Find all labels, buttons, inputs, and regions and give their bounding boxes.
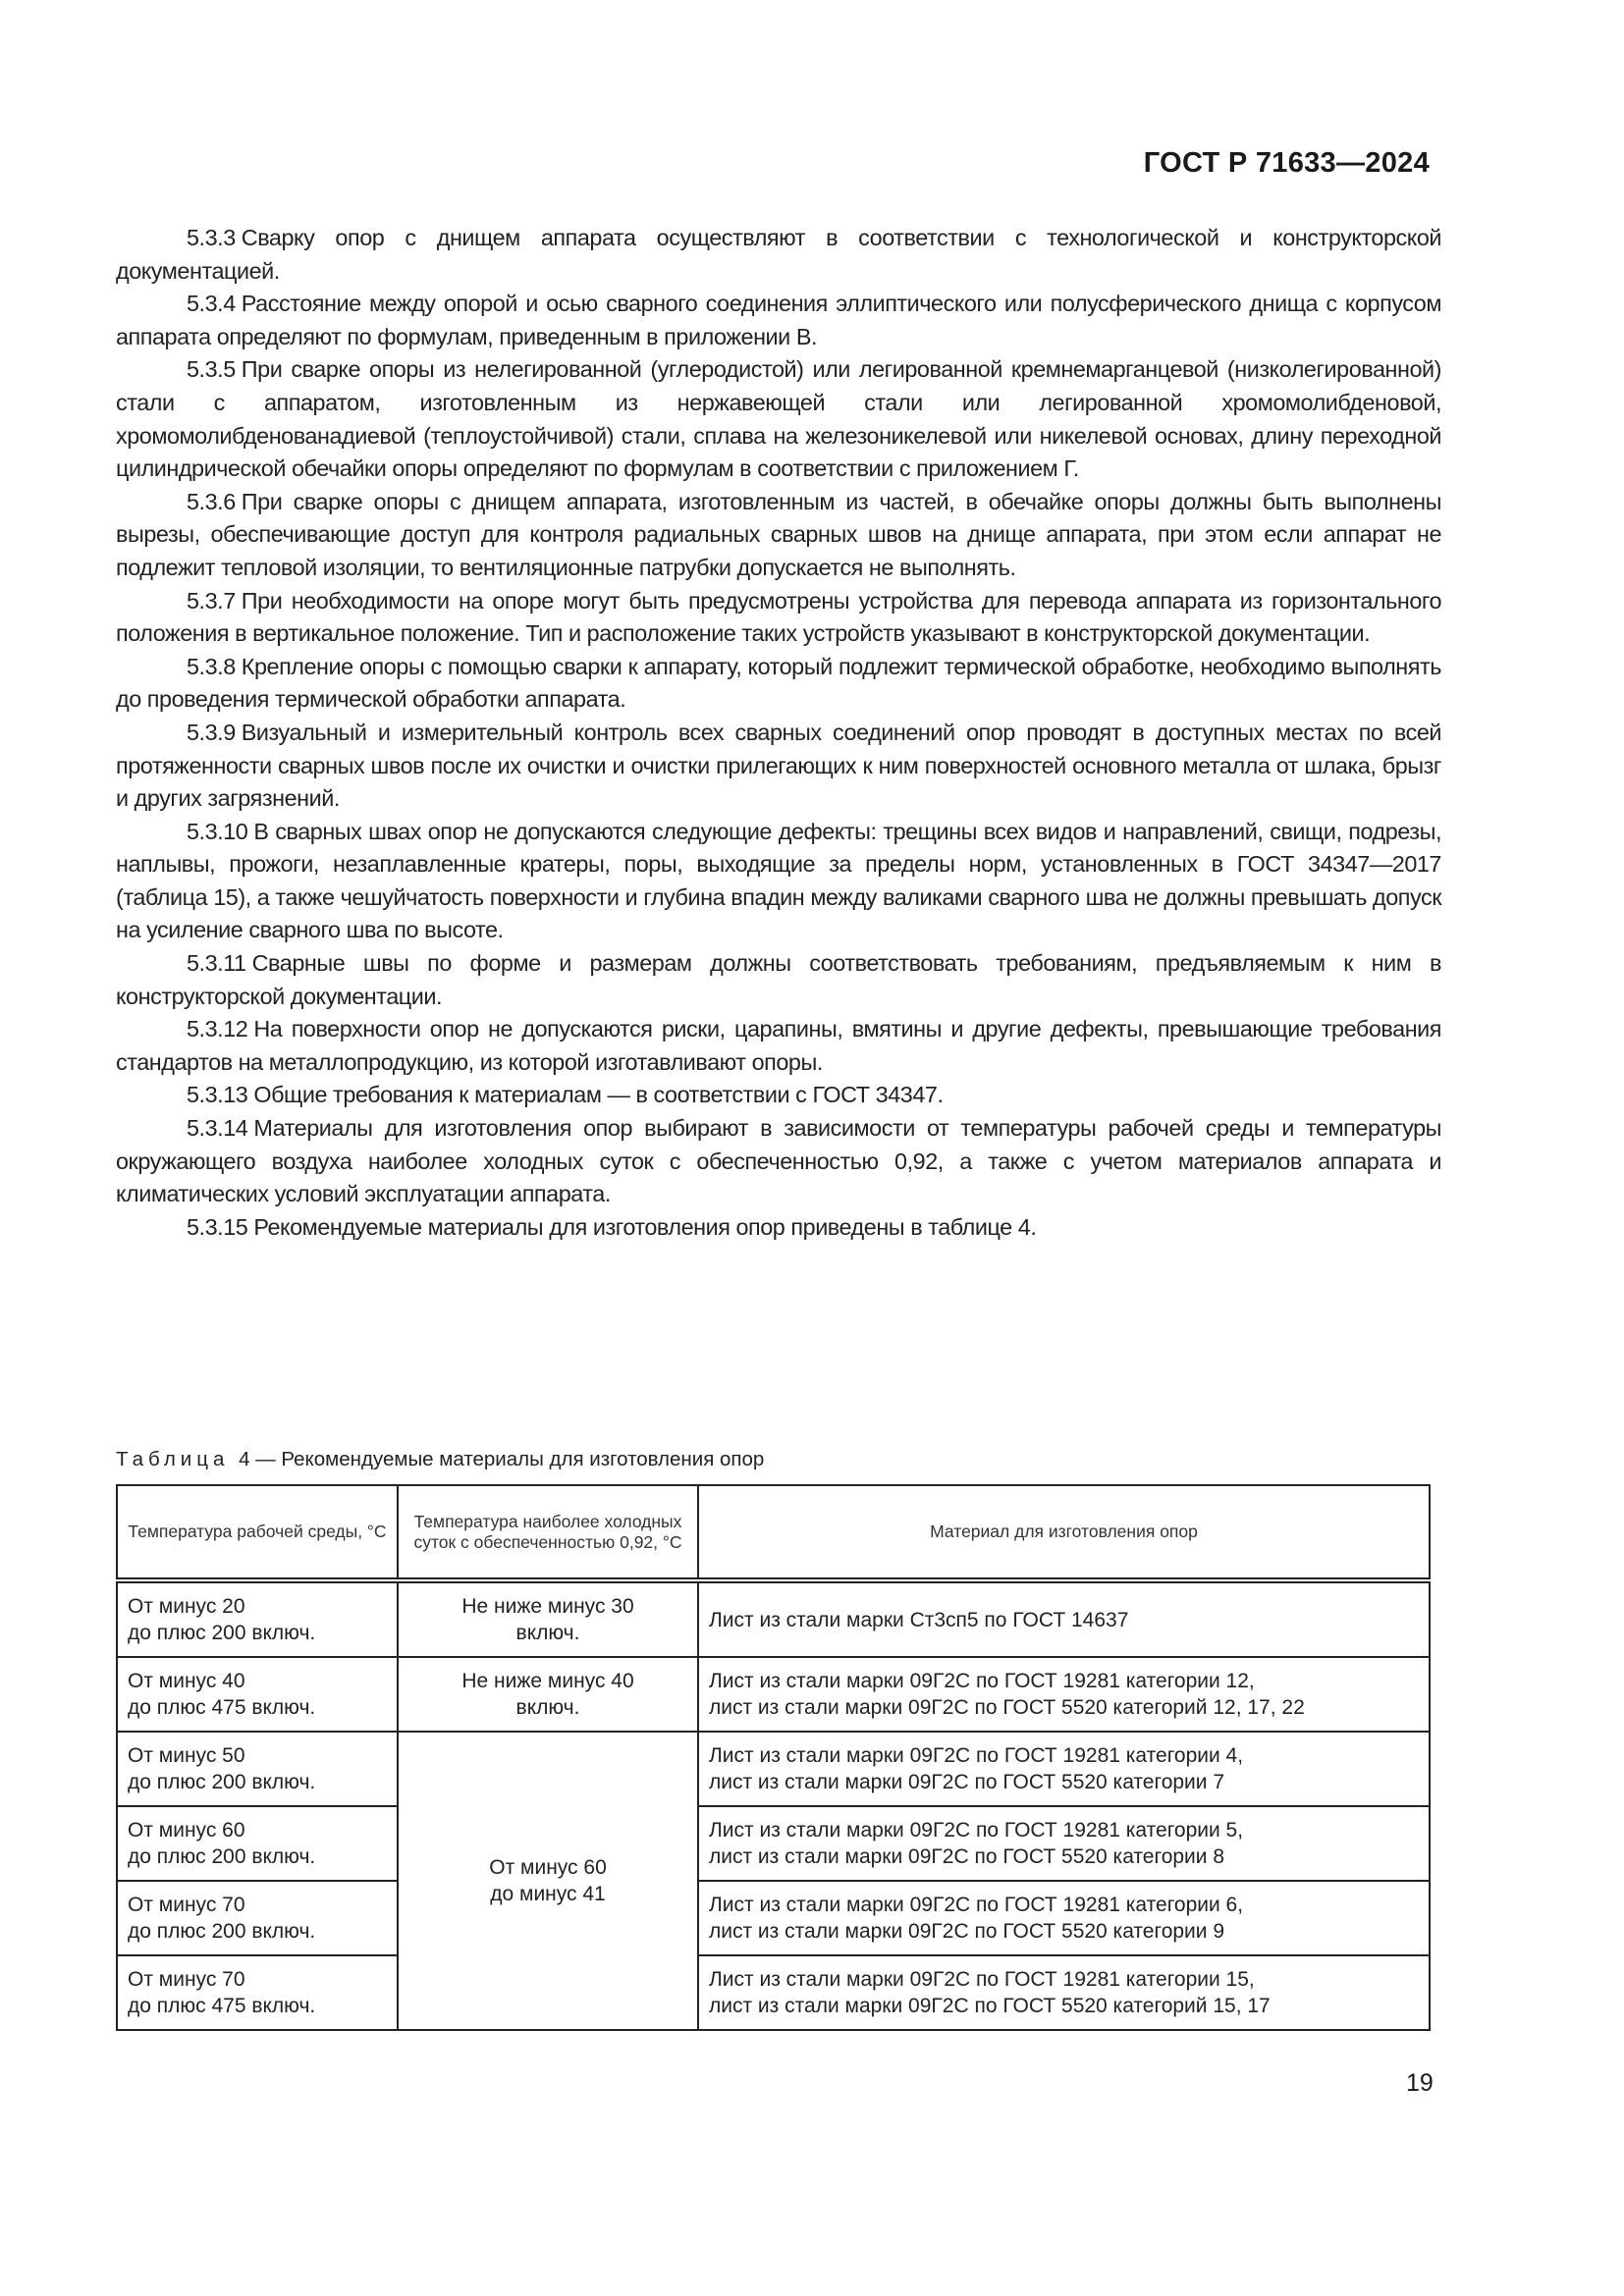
clause-number: 5.3.13 xyxy=(187,1082,248,1108)
cell-line: Лист из стали марки Ст3сп5 по ГОСТ 14637 xyxy=(709,1608,1129,1631)
clause-text: При необходимости на опоре могут быть предусмотрены устройства для перевода аппарата из горизонтального положения в вертикальное положение. Тип и расположение таких устройств указывают в конструкторской документации. xyxy=(116,587,1441,647)
materials-table xyxy=(116,1484,1431,2031)
clause-number: 5.3.3 xyxy=(187,225,236,250)
cell-material xyxy=(698,1732,1430,1806)
table-header-row xyxy=(117,1485,1430,1580)
clause-5-3-14 xyxy=(116,1112,1441,1211)
clause-text: При сварке опоры с днищем аппарата, изготовленным из частей, в обечайке опоры должны быть выполнены вырезы, обеспечивающие доступ для контроля радиальных сварных швов на днище аппарата, при этом если аппарат не подлежит тепловой изоляции, то вентиляционные патрубки допускается не выполнять. xyxy=(116,488,1441,580)
clause-number: 5.3.11 xyxy=(187,950,246,977)
clause-5-3-4 xyxy=(116,288,1441,353)
clause-5-3-6 xyxy=(116,486,1441,585)
clause-number: 5.3.12 xyxy=(187,1016,248,1042)
cell-work-temperature xyxy=(117,1657,398,1732)
cell-line: От минус 70 xyxy=(128,1894,245,1916)
clause-5-3-15 xyxy=(116,1211,1441,1245)
cell-line: От минус 70 xyxy=(128,1968,245,1991)
clause-text: Визуальный и измерительный контроль всех сварных соединений опор проводят в доступных местах по всей протяженности сварных швов после их очистки и очистки прилегающих к ним поверхностей основного металла от шлака, брызг и других загрязнений. xyxy=(116,719,1441,812)
cell-material xyxy=(698,1881,1430,1955)
clause-text: Крепление опоры с помощью сварки к аппарату, который подлежит термической обработке, необходимо выполнять до проведения термической обработки аппарата. xyxy=(116,653,1441,713)
cell-line: От минус 60 xyxy=(128,1819,245,1842)
clause-5-3-11 xyxy=(116,947,1441,1013)
table-row xyxy=(117,1955,1430,2030)
clause-number: 5.3.9 xyxy=(187,719,236,745)
cell-work-temperature xyxy=(117,1881,398,1955)
cell-material xyxy=(698,1955,1430,2030)
header-material: Материал для изготовления опор xyxy=(698,1485,1430,1580)
cell-work-temperature xyxy=(117,1580,398,1657)
body-text xyxy=(116,222,1441,1244)
clause-number: 5.3.8 xyxy=(187,653,236,679)
cell-line: до плюс 475 включ. xyxy=(128,1995,316,2017)
table-caption xyxy=(116,1448,764,1471)
cell-work-temperature xyxy=(117,1732,398,1806)
clause-text: Сварку опор с днищем аппарата осуществляют в соответствии с технологической и конструкторской документацией. xyxy=(116,225,1441,284)
page-number: 19 xyxy=(1406,2069,1434,2097)
clause-5-3-3 xyxy=(116,222,1441,288)
clause-5-3-12 xyxy=(116,1013,1441,1079)
clause-text: В сварных швах опор не допускаются следующие дефекты: трещины всех видов и направлений, свищи, подрезы, наплывы, прожоги, незаплавленные кратеры, поры, выходящие за пределы норм, установленных в ГОСТ 34347—2017 (таблица 15), а также чешуйчатость поверхности и глубина впадин между валиками сварного шва не должны превышать допуск на усиление сварного шва по высоте. xyxy=(116,818,1441,943)
cell-line: От минус 50 xyxy=(128,1744,245,1767)
clause-text: Расстояние между опорой и осью сварного соединения эллиптического или полусферического днища с корпусом аппарата определяют по формулам, приведенным в приложении В. xyxy=(116,291,1441,349)
cell-line: Лист из стали марки 09Г2С по ГОСТ 19281 категории 4, xyxy=(709,1744,1244,1767)
clause-number: 5.3.4 xyxy=(187,291,236,317)
cell-work-temperature xyxy=(117,1806,398,1881)
cell-line: Лист из стали марки 09Г2С по ГОСТ 19281 категории 12, xyxy=(709,1670,1255,1692)
clause-number: 5.3.6 xyxy=(187,488,236,514)
document-designation: ГОСТ Р 71633—2024 xyxy=(1143,147,1430,179)
clause-text: Материалы для изготовления опор выбирают в зависимости от температуры рабочей среды и температуры окружающего воздуха наиболее холодных суток с обеспеченностью 0,92, а также с учетом материалов аппарата и климатических условий эксплуатации аппарата. xyxy=(116,1115,1441,1207)
cell-line: Лист из стали марки 09Г2С по ГОСТ 19281 категории 6, xyxy=(709,1894,1244,1916)
clause-text: Общие требования к материалам — в соответствии с ГОСТ 34347. xyxy=(253,1082,944,1108)
cell-line: Лист из стали марки 09Г2С по ГОСТ 19281 категории 5, xyxy=(709,1819,1244,1842)
clause-text: При сварке опоры из нелегированной (углеродистой) или легированной кремнемарганцевой (низколегированной) стали с аппаратом, изготовленным из нержавеющей стали или легированной хромомолибденовой, хромомолибденованадиевой (теплоустойчивой) стали, сплава на железоникелевой или никелевой основах, длину переходной цилиндрической обечайки опоры определяют по формулам в соответствии с приложением Г. xyxy=(116,356,1441,482)
cell-line: Не ниже минус 40 xyxy=(461,1670,634,1692)
clause-text: На поверхности опор не допускаются риски, царапины, вмятины и другие дефекты, превышающие требования стандартов на металлопродукцию, из которой изготавливают опоры. xyxy=(116,1016,1441,1075)
cell-material xyxy=(698,1806,1430,1881)
cell-line: до плюс 200 включ. xyxy=(128,1920,316,1943)
cell-line: Лист из стали марки 09Г2С по ГОСТ 19281 категории 15, xyxy=(709,1968,1255,1991)
clause-number: 5.3.15 xyxy=(187,1213,248,1240)
clause-text: Сварные швы по форме и размерам должны соответствовать требованиям, предъявляемым к ним в конструкторской документации. xyxy=(116,950,1441,1009)
clause-text: Рекомендуемые материалы для изготовления опор приведены в таблице 4. xyxy=(253,1213,1037,1240)
cell-line: включ. xyxy=(515,1696,580,1719)
cell-line: От минус 60 xyxy=(489,1856,607,1879)
clause-5-3-8 xyxy=(116,651,1441,717)
cell-cold-temperature-merged xyxy=(398,1732,698,2030)
table-row xyxy=(117,1580,1430,1657)
clause-number: 5.3.10 xyxy=(187,818,248,844)
table-row xyxy=(117,1806,1430,1881)
table-caption-text: 4 — Рекомендуемые материалы для изготовления опор xyxy=(239,1448,765,1470)
header-work-temperature: Температура рабочей среды, °С xyxy=(117,1485,398,1580)
cell-line: лист из стали марки 09Г2С по ГОСТ 5520 категорий 15, 17 xyxy=(709,1995,1271,2017)
cell-line: до минус 41 xyxy=(490,1883,606,1905)
cell-line: Не ниже минус 30 xyxy=(461,1595,634,1618)
cell-line: до плюс 200 включ. xyxy=(128,1771,316,1793)
cell-cold-temperature xyxy=(398,1657,698,1732)
clause-5-3-7 xyxy=(116,585,1441,651)
clause-5-3-5 xyxy=(116,353,1441,485)
clause-5-3-9 xyxy=(116,717,1441,816)
table-caption-label: Таблица xyxy=(116,1448,230,1470)
cell-material xyxy=(698,1657,1430,1732)
cell-line: до плюс 475 включ. xyxy=(128,1696,316,1719)
clause-number: 5.3.7 xyxy=(187,587,236,614)
cell-material xyxy=(698,1580,1430,1657)
cell-line: лист из стали марки 09Г2С по ГОСТ 5520 категорий 12, 17, 22 xyxy=(709,1696,1305,1719)
cell-line: до плюс 200 включ. xyxy=(128,1845,316,1868)
cell-work-temperature xyxy=(117,1955,398,2030)
cell-line: лист из стали марки 09Г2С по ГОСТ 5520 категории 7 xyxy=(709,1771,1225,1793)
cell-line: От минус 40 xyxy=(128,1670,245,1692)
clause-5-3-10 xyxy=(116,816,1441,947)
cell-line: От минус 20 xyxy=(128,1595,245,1618)
cell-line: включ. xyxy=(515,1622,580,1644)
clause-5-3-13 xyxy=(116,1079,1441,1112)
table-row xyxy=(117,1657,1430,1732)
table-row xyxy=(117,1881,1430,1955)
header-cold-day-temperature: Температура наиболее холодных суток с обеспеченностью 0,92, °С xyxy=(398,1485,698,1580)
cell-line: лист из стали марки 09Г2С по ГОСТ 5520 категории 8 xyxy=(709,1845,1225,1868)
table-row xyxy=(117,1732,1430,1806)
cell-line: до плюс 200 включ. xyxy=(128,1622,316,1644)
clause-number: 5.3.5 xyxy=(187,356,236,383)
clause-number: 5.3.14 xyxy=(187,1115,248,1142)
cell-cold-temperature xyxy=(398,1580,698,1657)
cell-line: лист из стали марки 09Г2С по ГОСТ 5520 категории 9 xyxy=(709,1920,1225,1943)
